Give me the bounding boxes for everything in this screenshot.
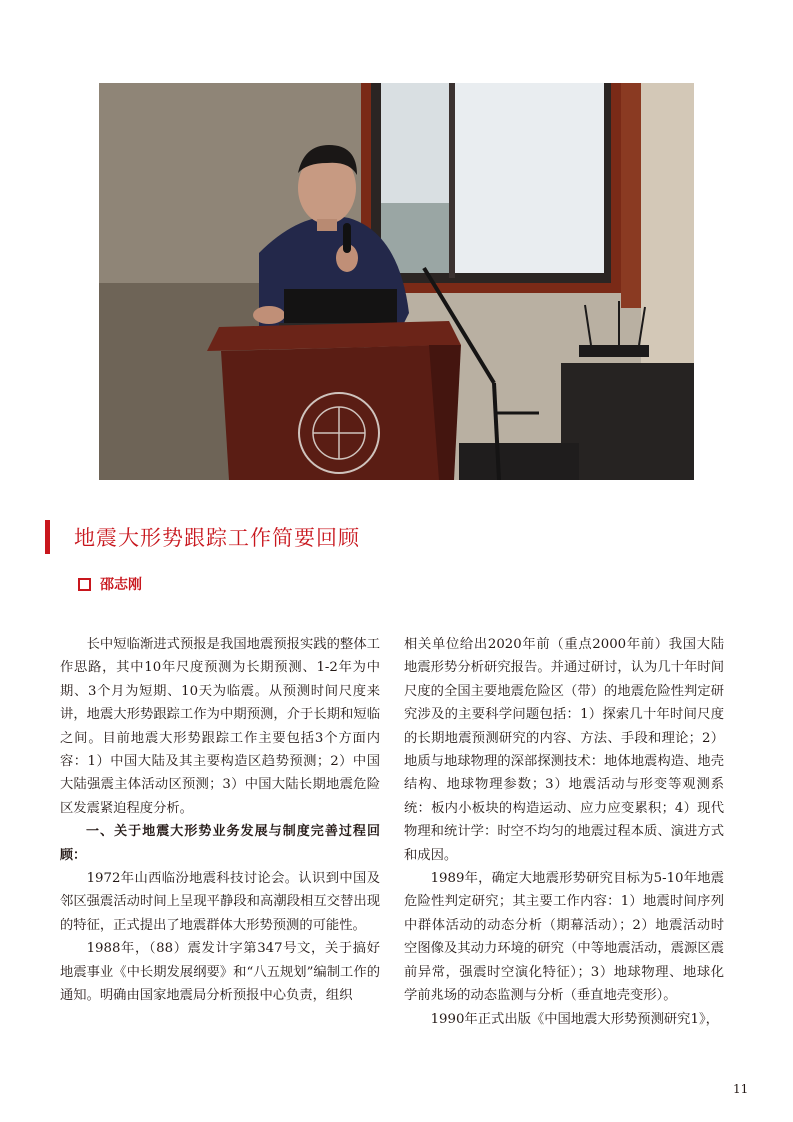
left-column <box>60 633 380 1008</box>
paragraph: 相关单位给出2020年前（重点2000年前）我国大陆地震形势分析研究报告。并通过研讨，认为几十年时间尺度的全国主要地震危险区（带）的地震危险性判定研究涉及的主要科学问题包括：1）探索几十年时间尺度的长期地震预测研究的内容、方法、手段和理论；2）地质与地球物理的深部探测技术：地体地震构造、地壳结构、地球物理参数；3）地震活动与形变等观测系统：板内小板块的构造运动、应力应变累积；4）现代物理和统计学：时空不均匀的地震过程本质、演进方式和成因。 <box>404 637 724 863</box>
paragraph: 1990年正式出版《中国地震大形势预测研究1》， <box>430 1011 719 1027</box>
right-column <box>404 633 724 1031</box>
author-row <box>78 574 142 594</box>
title-accent-bar <box>45 520 50 554</box>
paragraph: 1989年，确定大地震形势研究目标为5-10年地震危险性判定研究；其主要工作内容：1）地震时间序列中群体活动的动态分析（期幕活动）；2）地震活动时空图像及其动力环境的研究（中等地震活动，震源区震前异常，强震时空演化特征）；3）地球物理、地球化学前兆场的动态监测与分析（垂直地壳变形）。 <box>404 871 724 1004</box>
section-heading: 一、关于地震大形势业务发展与制度完善过程回顾： <box>60 824 380 863</box>
paragraph: 1972年山西临汾地震科技讨论会。认识到中国及邻区强震活动时间上呈现平静段和高潮段相互交替出现的特征，正式提出了地震群体大形势预测的可能性。 <box>60 871 380 933</box>
paragraph: 长中短临渐进式预报是我国地震预报实践的整体工作思路，其中10年尺度预测为长期预测、1-2年为中期、3个月为短期、10天为临震。从预测时间尺度来讲，地震大形势跟踪工作为中期预测，介于长期和短临之间。目前地震大形势跟踪工作主要包括3个方面内容：1）中国大陆及其主要构造区趋势预测；2）中国大陆强震主体活动区预测；3）中国大陆长期地震危险区发震紧迫程度分析。 <box>60 637 380 816</box>
square-bullet-icon <box>78 578 91 591</box>
article-title: 地震大形势跟踪工作简要回顾 <box>74 526 360 550</box>
article-photo <box>99 83 694 480</box>
page-number: 11 <box>733 1082 749 1096</box>
paragraph: 1988年，（88）震发计字第347号文，关于搞好地震事业《中长期发展纲要》和“八五规划”编制工作的通知。明确由国家地震局分析预报中心负责，组织 <box>60 941 380 1004</box>
author-name: 邵志刚 <box>100 577 142 593</box>
